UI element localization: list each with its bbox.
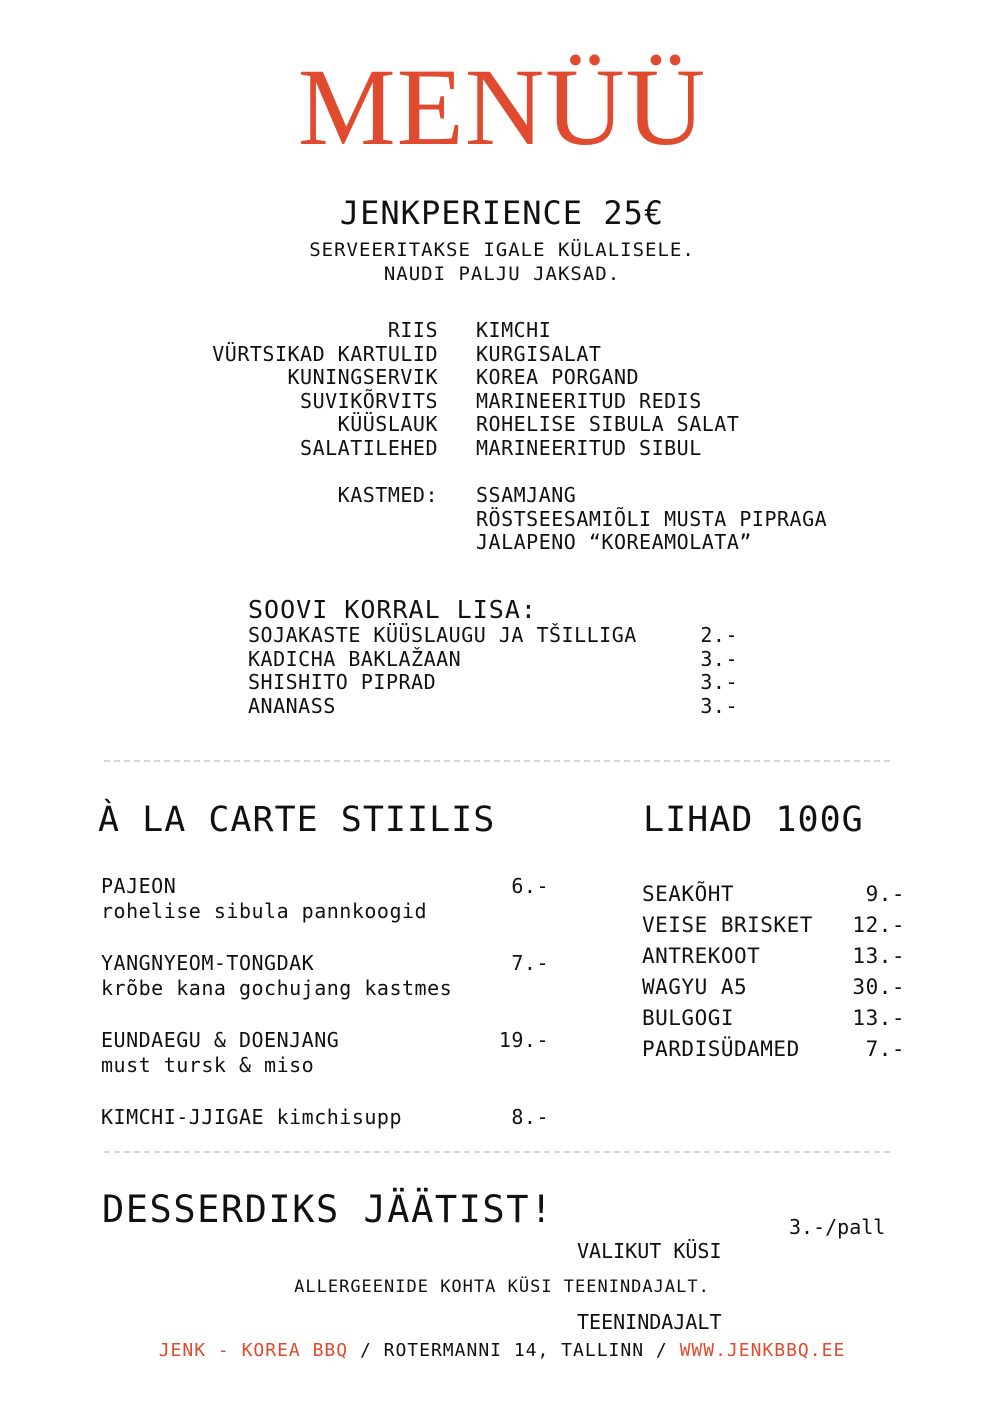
item-name: SOJAKASTE KÜÜSLAUGU JA TŠILLIGA [248, 623, 637, 647]
jenkperience-left-list [212, 319, 438, 460]
list-item: VÜRTSIKAD KARTULID [212, 341, 438, 366]
item-price: 8.- [511, 1105, 549, 1129]
item-name: EUNDAEGU & DOENJANG [101, 1028, 340, 1052]
allergen-note: ALLERGEENIDE KOHTA KÜSI TEENINDAJALT. [294, 1277, 710, 1297]
extras-row [248, 671, 738, 695]
a-la-carte-list [101, 874, 549, 1157]
list-item: JALAPENO “KOREAMOLATA” [476, 530, 752, 554]
list-item: RIIS [387, 318, 438, 342]
jenkperience-subtitle-line: SERVEERITAKSE IGALE KÜLALISELE. [309, 239, 695, 261]
list-item [101, 1105, 549, 1130]
item-price: 13.- [852, 944, 905, 968]
list-item: RÖSTSEESAMIÕLI MUSTA PIPRAGA [476, 506, 828, 531]
list-item [642, 972, 905, 1003]
footer [0, 1340, 1004, 1362]
menu-title: MENÜÜ [297, 46, 707, 168]
item-price: 19.- [498, 1028, 549, 1052]
list-item [642, 910, 905, 941]
item-name: SEAKÕHT [642, 882, 735, 906]
list-item: KOREA PORGAND [476, 365, 640, 389]
sauces-label: KASTMED: [337, 483, 438, 507]
extras-row [248, 695, 738, 719]
item-price: 7.- [511, 951, 549, 975]
jenkperience-subtitle [0, 238, 1004, 286]
list-item [642, 1034, 905, 1065]
item-name: WAGYU A5 [642, 975, 748, 999]
footer-separator: / [644, 1340, 680, 1361]
item-name: KIMCHI-JJIGAE kimchisupp [101, 1105, 402, 1129]
list-item [101, 951, 549, 1001]
item-description: rohelise sibula pannkoogid [101, 899, 428, 923]
item-price: 30.- [852, 975, 905, 999]
meats-list [642, 879, 905, 1065]
item-name: BULGOGI [642, 1006, 735, 1030]
list-item [101, 874, 549, 924]
sauces-list [476, 484, 827, 555]
footer-brand: JENK - KOREA BBQ [158, 1340, 349, 1361]
item-name: ANTREKOOT [642, 944, 761, 968]
extras-row [248, 624, 738, 648]
footer-separator: / [348, 1340, 384, 1361]
item-price: 6.- [511, 874, 549, 898]
list-item: KÜÜSLAUK [337, 412, 438, 436]
extras-title: SOOVI KORRAL LISA: [248, 595, 537, 624]
item-name: PARDISÜDAMED [642, 1037, 800, 1061]
list-item [642, 879, 905, 910]
list-item: KUNINGSERVIK [287, 365, 438, 389]
list-item: MARINEERITUD SIBUL [476, 435, 702, 460]
item-price: 12.- [852, 913, 905, 937]
item-name: SHISHITO PIPRAD [248, 670, 437, 694]
item-name: VEISE BRISKET [642, 913, 813, 937]
extras-row [248, 648, 738, 672]
extras-list [248, 624, 738, 718]
jenkperience-right-list [476, 319, 739, 460]
item-price: 3.- [700, 693, 738, 718]
item-name: PAJEON [101, 874, 177, 898]
dessert-note-line: TEENINDAJALT [577, 1309, 722, 1334]
item-price: 3.- [700, 670, 738, 694]
dessert-price: 3.-/pall [789, 1215, 886, 1239]
item-price: 13.- [852, 1006, 905, 1030]
item-name: ANANASS [248, 693, 336, 718]
meats-title: LIHAD 100G [643, 800, 864, 840]
list-item: SUVIKÕRVITS [300, 388, 438, 413]
item-price: 3.- [700, 646, 738, 671]
jenkperience-subtitle-line: NAUDI PALJU JAKSAD. [383, 263, 621, 285]
dessert-note-line: VALIKUT KÜSI [577, 1239, 722, 1263]
item-price: 2.- [700, 623, 738, 647]
item-price: 7.- [865, 1037, 905, 1061]
list-item: KURGISALAT [476, 341, 602, 366]
footer-address: ROTERMANNI 14, TALLINN [383, 1340, 645, 1361]
section-divider [104, 1151, 890, 1153]
item-description: must tursk & miso [101, 1053, 315, 1077]
jenkperience-title: JENKPERIENCE 25€ [339, 194, 665, 232]
list-item: SSAMJANG [476, 483, 577, 507]
a-la-carte-title: À LA CARTE STIILIS [98, 800, 496, 840]
item-name: KADICHA BAKLAŽAAN [248, 646, 462, 671]
list-item [642, 1003, 905, 1034]
list-item [642, 941, 905, 972]
list-item: KIMCHI [476, 318, 552, 342]
list-item [101, 1028, 549, 1078]
section-divider [104, 760, 890, 762]
dessert-title: DESSERDIKS JÄÄTIST! [102, 1188, 554, 1231]
list-item: ROHELISE SIBULA SALAT [476, 412, 740, 436]
list-item: SALATILEHED [300, 435, 438, 460]
item-price: 9.- [865, 882, 905, 906]
list-item: MARINEERITUD REDIS [476, 388, 702, 413]
item-description: krõbe kana gochujang kastmes [101, 976, 453, 1000]
item-name: YANGNYEOM-TONGDAK [101, 951, 315, 975]
footer-website-link[interactable]: WWW.JENKBBQ.EE [679, 1340, 846, 1361]
